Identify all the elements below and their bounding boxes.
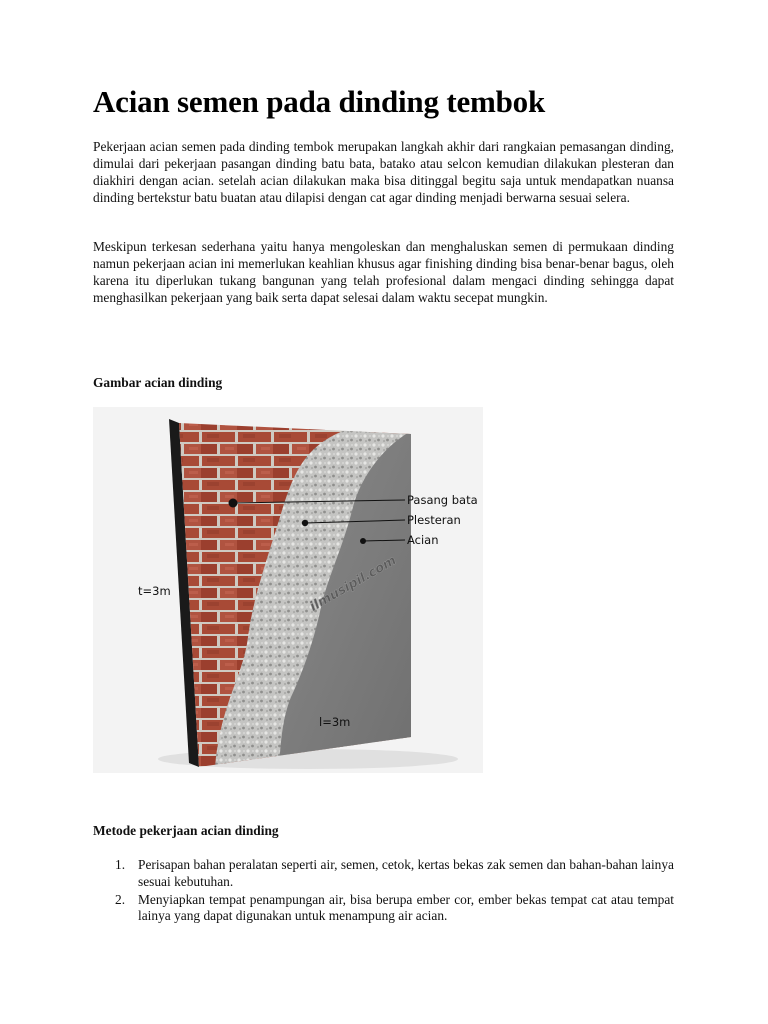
figure-heading: Gambar acian dinding <box>93 375 223 390</box>
label-acian: Acian <box>407 533 439 547</box>
page-title: Acian semen pada dinding tembok <box>93 84 546 119</box>
step-text: Menyiapkan tempat penampungan air, bisa berupa ember cor, ember bekas tempat cat atau tempat lainya yang dapat digunakan untuk menampung air acian. <box>138 891 674 924</box>
step-text: Perisapan bahan peralatan seperti air, semen, cetok, kertas bekas zak semen dan bahan-bahan lainya sesuai kebutuhan. <box>138 857 674 889</box>
list-item <box>93 892 674 926</box>
paragraph-intro: Pekerjaan acian semen pada dinding tembok merupakan langkah akhir dari rangkaian pemasangan dinding, dimulai dari pekerjaan pasangan dinding batu bata, batako atau selcon kemudian dilakukan plesteran dan diakhiri dengan acian. setelah acian dilakukan maka bisa ditinggal begitu saja untuk mendapatkan nuansa dinding bertekstur batu buatan atau dilapisi dengan cat agar dinding menjadi berwarna sesuai selera. <box>93 139 674 205</box>
method-steps-list <box>93 857 674 926</box>
list-item <box>93 857 674 891</box>
label-height: t=3m <box>138 584 171 598</box>
pasang-bata-marker <box>229 499 238 508</box>
wall-layers-illustration <box>93 407 483 773</box>
paragraph-skill: Meskipun terkesan sederhana yaitu hanya mengoleskan dan menghaluskan semen di permukaan dinding namun pekerjaan acian ini memerlukan keahlian khusus agar finishing dinding bisa benar-benar bagus, oleh karena itu diperlukan tukang bangunan yang telah profesional dalam mengaci dinding sehingga dapat menghasilkan pekerjaan yang baik serta dapat selesai dalam waktu secepat mungkin. <box>93 239 674 305</box>
step-number: 1. <box>115 857 126 872</box>
label-width: l=3m <box>319 715 351 729</box>
label-plesteran: Plesteran <box>407 513 461 527</box>
plesteran-marker <box>302 520 308 526</box>
step-number: 2. <box>115 891 126 907</box>
wall-diagram-svg <box>93 407 483 773</box>
label-pasang-bata: Pasang bata <box>407 493 478 507</box>
acian-marker <box>360 538 366 544</box>
watermark: ilmusipil.com <box>307 553 400 615</box>
method-heading: Metode pekerjaan acian dinding <box>93 823 279 838</box>
